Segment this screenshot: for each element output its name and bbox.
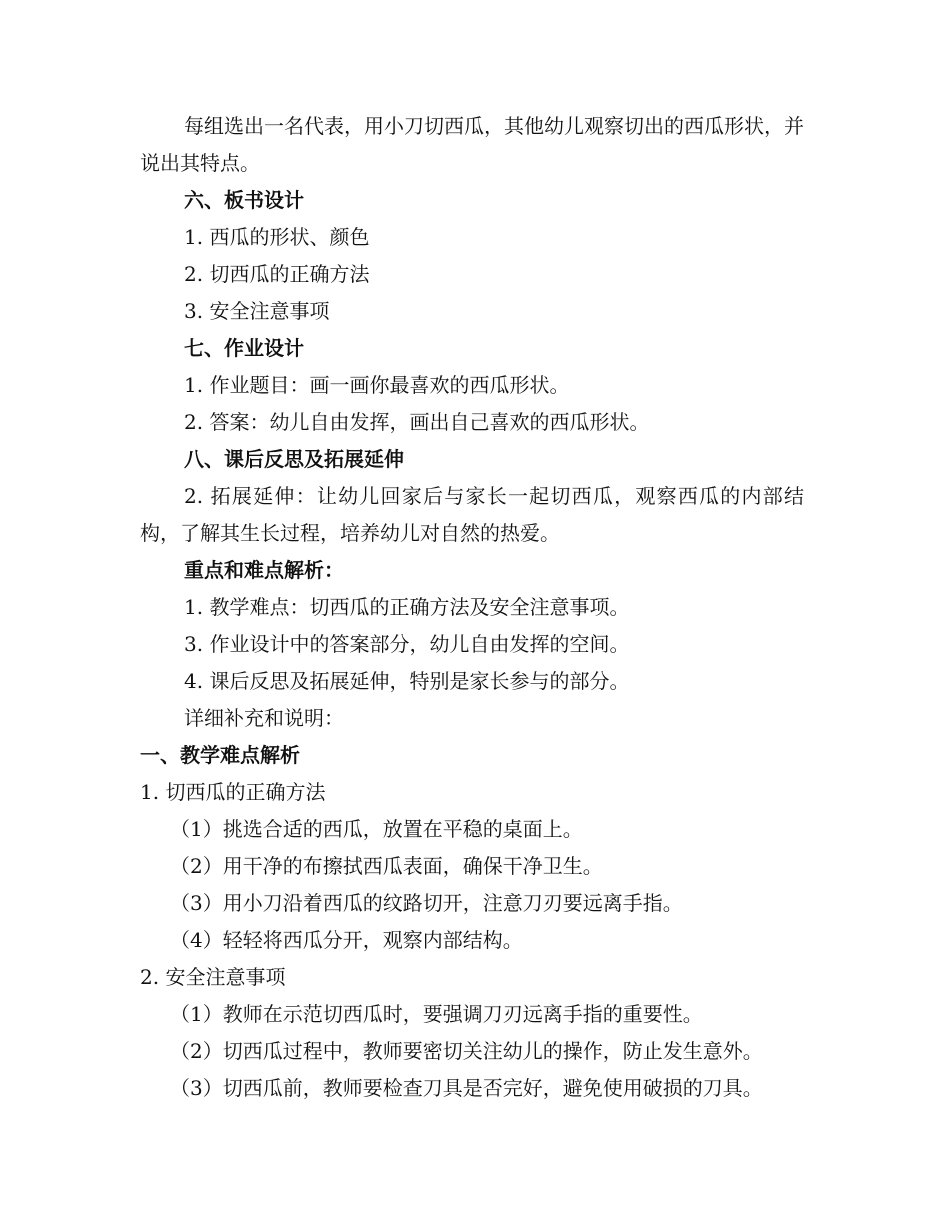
list-item: （2）用干净的布擦拭西瓜表面，确保干净卫生。 (170, 854, 603, 878)
list-item: （3）切西瓜前，教师要检查刀具是否完好，避免使用破损的刀具。 (170, 1076, 763, 1100)
list-item: （1）教师在示范切西瓜时，要强调刀刃远离手指的重要性。 (170, 1002, 703, 1026)
list-item: （2）切西瓜过程中，教师要密切关注幼儿的操作，防止发生意外。 (170, 1039, 763, 1063)
heading-key-points: 重点和难点解析： (184, 558, 344, 582)
subheading-safety: 2. 安全注意事项 (140, 965, 286, 989)
list-item: 1. 作业题目：画一画你最喜欢的西瓜形状。 (184, 373, 570, 397)
list-item: 3. 作业设计中的答案部分，幼儿自由发挥的空间。 (184, 632, 630, 656)
list-item: 2. 切西瓜的正确方法 (184, 262, 370, 286)
list-item: 1. 西瓜的形状、颜色 (184, 225, 370, 249)
paragraph-representative-cutting: 每组选出一名代表，用小刀切西瓜，其他幼儿观察切出的西瓜形状，并说出其特点。 (140, 114, 804, 175)
subheading-cutting-method: 1. 切西瓜的正确方法 (140, 780, 326, 804)
list-item: 3. 安全注意事项 (184, 299, 330, 323)
list-item: （1）挑选合适的西瓜，放置在平稳的桌面上。 (170, 817, 583, 841)
heading-difficulty-analysis: 一、教学难点解析 (140, 743, 300, 767)
list-item: （3）用小刀沿着西瓜的纹路切开，注意刀刃要远离手指。 (170, 891, 683, 915)
list-item: 1. 教学难点：切西瓜的正确方法及安全注意事项。 (184, 595, 630, 619)
document-body (140, 108, 820, 1107)
list-item: （4）轻轻将西瓜分开，观察内部结构。 (170, 928, 523, 952)
heading-board-design: 六、板书设计 (184, 188, 304, 212)
paragraph-extension: 2. 拓展延伸：让幼儿回家后与家长一起切西瓜，观察西瓜的内部结构，了解其生长过程，培养幼儿对自然的热爱。 (140, 484, 804, 545)
heading-homework-design: 七、作业设计 (184, 336, 304, 360)
details-intro: 详细补充和说明： (184, 706, 344, 730)
list-item: 4. 课后反思及拓展延伸，特别是家长参与的部分。 (184, 669, 630, 693)
heading-reflection-extension: 八、课后反思及拓展延伸 (184, 447, 404, 471)
list-item: 2. 答案：幼儿自由发挥，画出自己喜欢的西瓜形状。 (184, 410, 650, 434)
